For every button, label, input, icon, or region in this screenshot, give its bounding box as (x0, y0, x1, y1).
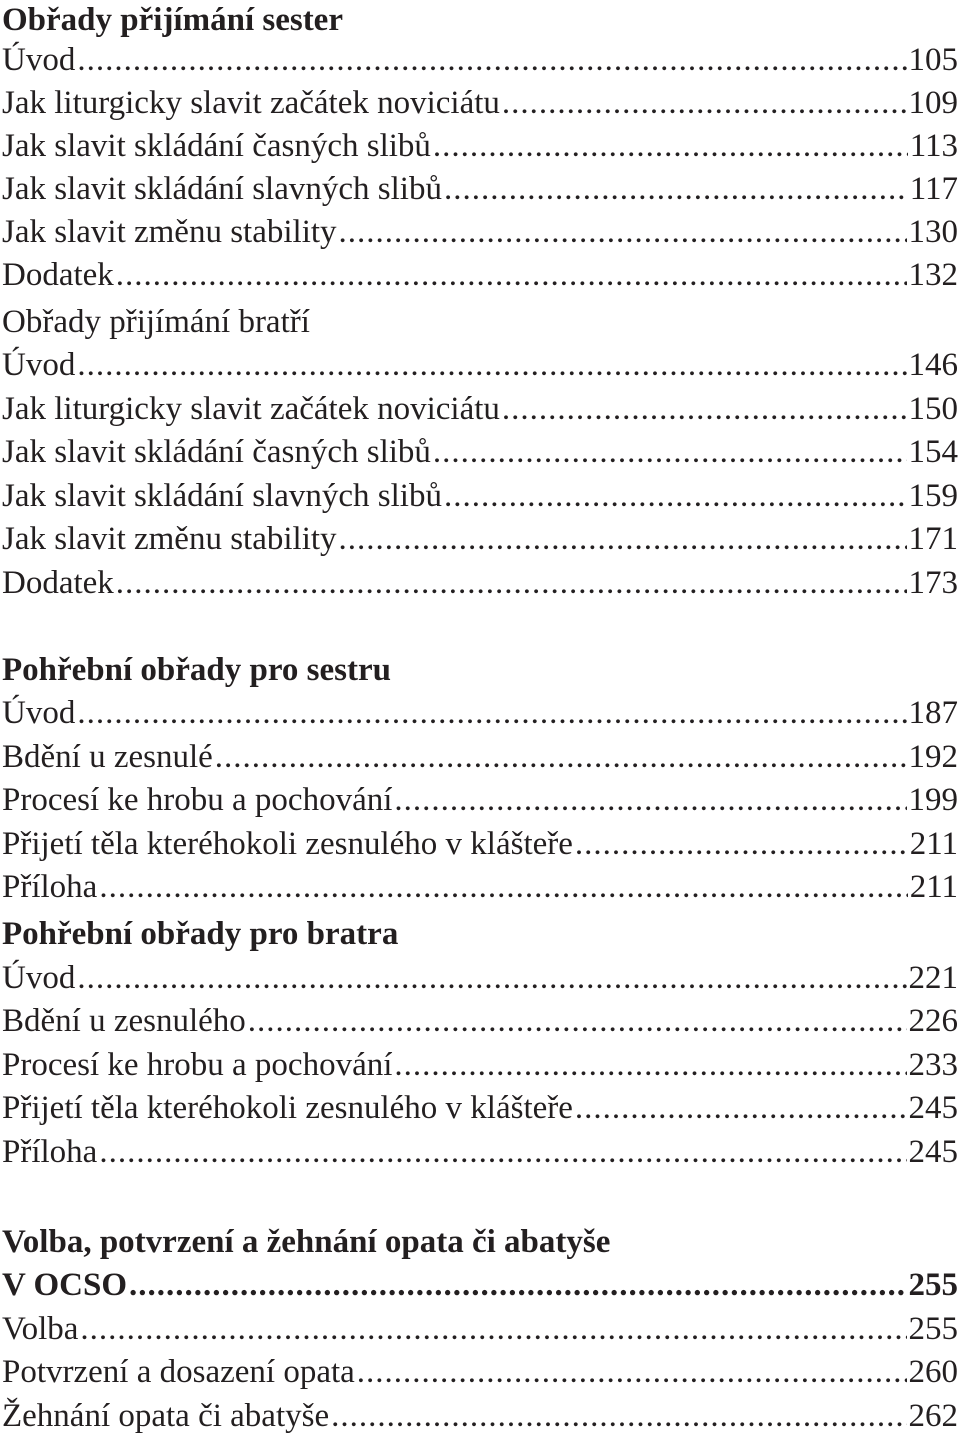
dot-leader (215, 737, 907, 777)
toc-section-heading (2, 1265, 958, 1305)
toc-entry (2, 1045, 958, 1085)
toc-page-number: 255 (908, 1267, 958, 1303)
toc-page-number: 117 (909, 171, 958, 207)
toc-section-heading (2, 914, 958, 954)
toc-entry (2, 519, 958, 559)
toc-entry-label: Úvod (2, 695, 76, 731)
dot-leader (502, 83, 907, 123)
toc-section-heading (2, 1222, 958, 1262)
dot-leader (444, 476, 907, 516)
dot-leader (77, 958, 906, 998)
toc-entry-label: Potvrzení a dosazení opata (2, 1354, 355, 1390)
dot-leader (339, 519, 907, 559)
toc-entry-label: Jak slavit změnu stability (2, 521, 337, 557)
dot-leader (248, 1001, 907, 1041)
toc-page-number: 211 (909, 826, 958, 862)
toc-entry-label: Jak slavit skládání slavných slibů (2, 478, 442, 514)
toc-entry (2, 563, 958, 603)
toc-entry (2, 169, 958, 209)
toc-entry-label: Dodatek (2, 565, 114, 601)
toc-entry-label: Bdění u zesnulého (2, 1003, 246, 1039)
toc-entry (2, 40, 958, 80)
toc-entry (2, 1309, 958, 1349)
toc-section-heading (2, 650, 958, 690)
toc-entry-label: Jak liturgicky slavit začátek noviciátu (2, 391, 500, 427)
toc-entry (2, 693, 958, 733)
toc-entry-label: Jak slavit změnu stability (2, 214, 337, 250)
toc-page-number: 187 (908, 695, 958, 731)
dot-leader (339, 212, 907, 252)
toc-entry (2, 126, 958, 166)
toc-page-number: 245 (908, 1090, 958, 1126)
toc-page-number: 262 (908, 1398, 958, 1434)
toc-entry (2, 780, 958, 820)
dot-leader (433, 432, 907, 472)
toc-entry-label: Přijetí těla kteréhokoli zesnulého v klášteře (2, 1090, 573, 1126)
toc-page-number: 132 (908, 257, 958, 293)
dot-leader (80, 1309, 906, 1349)
toc-entry-label: Pohřební obřady pro bratra (2, 916, 399, 952)
toc-page-number: 171 (908, 521, 958, 557)
dot-leader (575, 824, 908, 864)
toc-entry (2, 345, 958, 385)
toc-entry-label: Obřady přijímání sester (2, 2, 343, 38)
dot-leader (99, 867, 907, 907)
toc-entry (2, 476, 958, 516)
toc-entry-label: Jak slavit skládání slavných slibů (2, 171, 442, 207)
toc-entry-label: Přijetí těla kteréhokoli zesnulého v klášteře (2, 826, 573, 862)
toc-page-number: 130 (908, 214, 958, 250)
toc-page-number: 226 (908, 1003, 958, 1039)
toc-page-number: 146 (908, 347, 958, 383)
toc-entry (2, 958, 958, 998)
toc-entry (2, 432, 958, 472)
toc-page-number: 159 (908, 478, 958, 514)
toc-page-number: 150 (908, 391, 958, 427)
dot-leader (116, 563, 907, 603)
toc-page-number: 109 (908, 85, 958, 121)
toc-entry-label: Žehnání opata či abatyše (2, 1398, 330, 1434)
toc-page-number: 192 (908, 739, 958, 775)
toc-entry (2, 1396, 958, 1436)
toc-entry (2, 1132, 958, 1172)
toc-page-number: 245 (908, 1134, 958, 1170)
dot-leader (394, 1045, 906, 1085)
dot-leader (331, 1396, 906, 1436)
toc-page-number: 199 (908, 782, 958, 818)
toc-entry-label: Bdění u zesnulé (2, 739, 213, 775)
toc-page-number: 113 (909, 128, 958, 164)
toc-entry-label: Jak slavit skládání časných slibů (2, 128, 431, 164)
toc-entry-label: Příloha (2, 1134, 98, 1170)
dot-leader (575, 1088, 907, 1128)
toc-entry-label: Příloha (2, 869, 98, 905)
toc-entry-label: Dodatek (2, 257, 114, 293)
toc-section-heading (2, 0, 958, 40)
toc-entry-label: Jak liturgicky slavit začátek noviciátu (2, 85, 500, 121)
toc-page-number: 260 (908, 1354, 958, 1390)
toc-subsection-heading (2, 302, 958, 342)
toc-entry-label: Úvod (2, 42, 76, 78)
toc-entry (2, 1352, 958, 1392)
toc-page-number: 233 (908, 1047, 958, 1083)
toc-entry-label: V OCSO (2, 1267, 128, 1303)
dot-leader (357, 1352, 907, 1392)
dot-leader (444, 169, 908, 209)
toc-entry-label: Pohřební obřady pro sestru (2, 652, 392, 688)
dot-leader (77, 345, 906, 385)
toc-entry (2, 1088, 958, 1128)
toc-entry-label: Volba, potvrzení a žehnání opata či abatyše (2, 1224, 611, 1260)
dot-leader (129, 1265, 906, 1305)
dot-leader (433, 126, 908, 166)
toc-entry (2, 1001, 958, 1041)
dot-leader (394, 780, 906, 820)
toc-entry (2, 737, 958, 777)
toc-entry (2, 867, 958, 907)
toc-entry (2, 824, 958, 864)
toc-page-number: 154 (908, 434, 958, 470)
toc-entry-label: Úvod (2, 960, 76, 996)
dot-leader (116, 255, 907, 295)
dot-leader (99, 1132, 906, 1172)
toc-entry-label: Jak slavit skládání časných slibů (2, 434, 431, 470)
toc-page-number: 105 (908, 42, 958, 78)
dot-leader (77, 693, 906, 733)
toc-entry-label: Procesí ke hrobu a pochování (2, 782, 393, 818)
toc-page-number: 173 (908, 565, 958, 601)
toc-page-number: 255 (908, 1311, 958, 1347)
toc-entry (2, 212, 958, 252)
toc-entry (2, 255, 958, 295)
toc-entry-label: Procesí ke hrobu a pochování (2, 1047, 393, 1083)
toc-entry-label: Úvod (2, 347, 76, 383)
toc-entry-label: Obřady přijímání bratří (2, 304, 310, 340)
dot-leader (77, 40, 906, 80)
toc-page-number: 211 (909, 869, 958, 905)
toc-page-number: 221 (908, 960, 958, 996)
dot-leader (502, 389, 907, 429)
toc-entry (2, 83, 958, 123)
toc-entry-label: Volba (2, 1311, 79, 1347)
toc-entry (2, 389, 958, 429)
